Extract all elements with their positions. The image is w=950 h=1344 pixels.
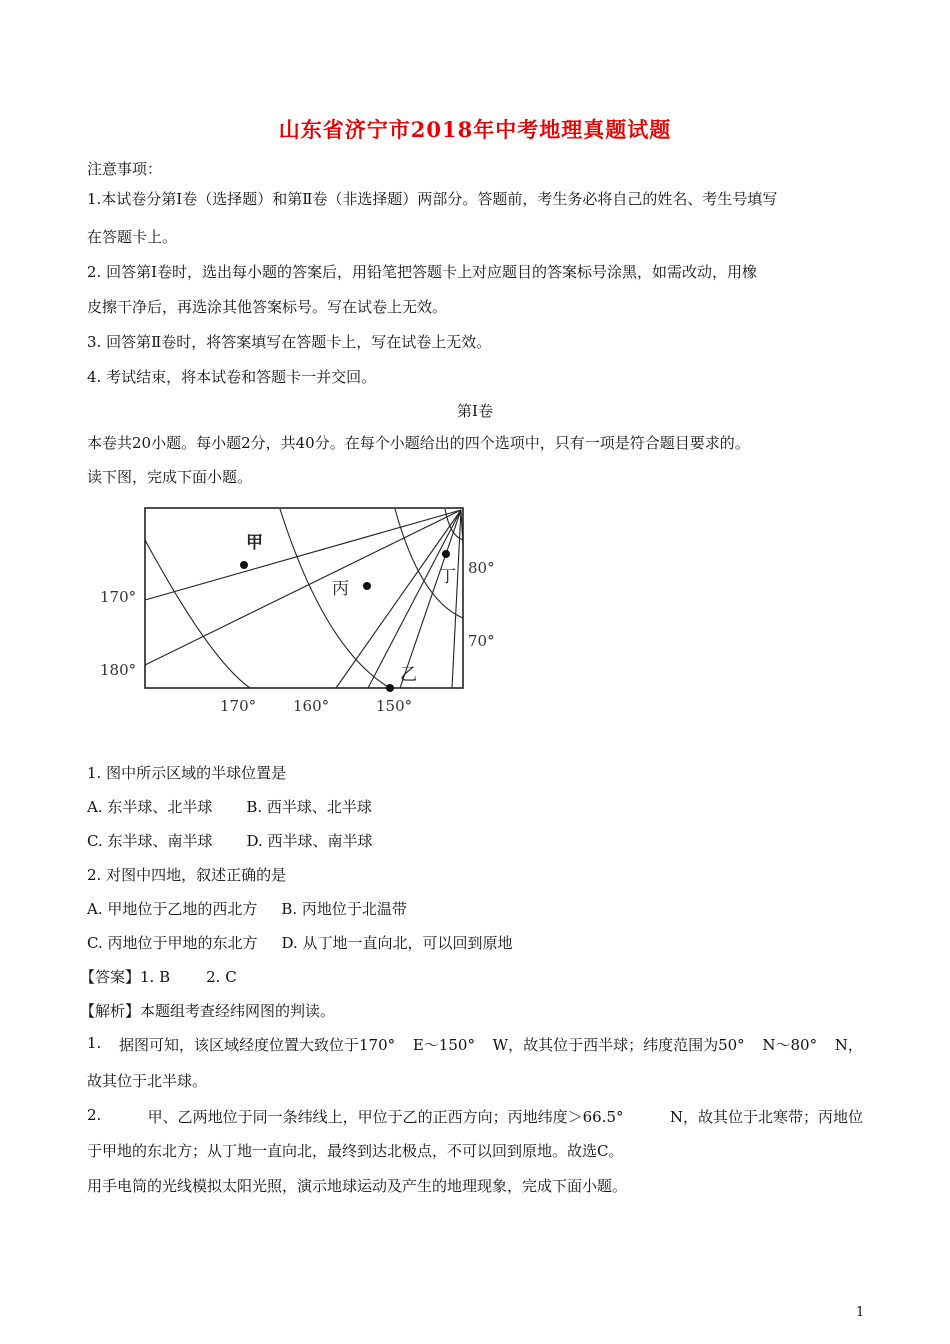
meridian-line (145, 510, 461, 600)
question-2-option-c: C. 丙地位于甲地的东北方 (87, 934, 258, 952)
question-1-options-row-1 (87, 796, 372, 817)
notes-item-1: 1.本试卷分第Ⅰ卷（选择题）和第Ⅱ卷（非选择题）两部分。答题前，考生务必将自己的姓名、考生号填写 (87, 190, 778, 208)
point-bing (363, 582, 371, 590)
next-question-intro: 用手电筒的光线模拟太阳光照，演示地球运动及产生的地理现象，完成下面小题。 (87, 1177, 628, 1195)
question-1-option-c: C. 东半球、南半球 (87, 832, 213, 850)
question-1-option-a: A. 东半球、北半球 (87, 798, 213, 816)
lon-left-180: 180° (100, 661, 137, 679)
latitude-arc (145, 540, 250, 688)
lon-left-170: 170° (100, 588, 137, 606)
question-2-option-b: B. 丙地位于北温带 (281, 900, 407, 918)
meridian-line (336, 510, 461, 688)
lat-label-70: 70° (468, 632, 495, 650)
lat-label-80: 80° (468, 559, 495, 577)
lon-bottom-150: 150° (376, 697, 413, 715)
point-ding (442, 550, 450, 558)
analysis-p1-line1 (87, 1034, 863, 1055)
analysis-p1-line2: 故其位于北半球。 (87, 1072, 208, 1090)
notes-item-4: 4. 考试结束，将本试卷和答题卡一并交回。 (87, 368, 377, 386)
meridian-line (368, 510, 461, 688)
text-fragment: N～80° (762, 1036, 818, 1054)
question-2-stem: 2. 对图中四地，叙述正确的是 (87, 866, 287, 884)
question-2-options-row-2 (87, 932, 513, 953)
analysis-line (80, 1000, 335, 1021)
text-fragment: 1. (87, 1034, 102, 1052)
text-fragment: W，故其位于西半球；纬度范围为50° (492, 1036, 745, 1054)
notes-item-2: 2. 回答第Ⅰ卷时，选出每小题的答案后，用铅笔把答题卡上对应题目的答案标号涂黑，如需改动，用橡 (87, 263, 758, 281)
page-title: 山东省济宁市2018年中考地理真题试题 (278, 117, 672, 142)
meridian-line (400, 510, 461, 688)
label-bing: 丙 (332, 579, 349, 599)
question-1-options-row-2 (87, 830, 373, 851)
answer-q1: 1. B (140, 968, 171, 986)
question-1-option-b: B. 西半球、北半球 (246, 798, 372, 816)
notes-heading: 注意事项： (87, 160, 163, 178)
text-fragment: N，故其位于北寒带；丙地位 (669, 1108, 863, 1126)
question-2-options-row-1 (87, 898, 407, 919)
meridian-line (145, 510, 461, 665)
latlong-grid-figure (100, 500, 520, 725)
question-2-option-d: D. 从丁地一直向北，可以回到原地 (281, 934, 513, 952)
label-jia: 甲 (246, 533, 263, 553)
analysis-intro: 本题组考查经纬网图的判读。 (140, 1002, 336, 1020)
text-fragment: N， (834, 1036, 863, 1054)
page-number: 1 (856, 1305, 865, 1320)
text-fragment: 2. (87, 1106, 102, 1124)
section-intro: 本卷共20小题。每小题2分，共40分。在每个小题给出的四个选项中，只有一项是符合题目要求的。 (87, 434, 750, 452)
notes-item-2-cont: 皮擦干净后，再选涂其他答案标号。写在试卷上无效。 (87, 298, 448, 316)
question-1-stem: 1. 图中所示区域的半球位置是 (87, 764, 287, 782)
notes-item-3: 3. 回答第Ⅱ卷时，将答案填写在答题卡上，写在试卷上无效。 (87, 333, 492, 351)
label-yi: 乙 (400, 665, 417, 685)
analysis-p2-line1 (87, 1106, 863, 1127)
question-2-option-a: A. 甲地位于乙地的西北方 (87, 900, 258, 918)
answer-tag: 【答案】 (80, 968, 141, 986)
analysis-tag: 【解析】 (80, 1002, 141, 1020)
point-yi (386, 684, 394, 692)
label-ding: 丁 (439, 567, 456, 587)
answer-q2: 2. C (206, 968, 237, 986)
question-1-option-d: D. 西半球、南半球 (246, 832, 373, 850)
read-map-prompt: 读下图，完成下面小题。 (87, 468, 253, 486)
analysis-p2-line2: 于甲地的东北方；从丁地一直向北，最终到达北极点，不可以回到原地。故选C。 (87, 1142, 624, 1160)
lon-bottom-170: 170° (220, 697, 257, 715)
text-fragment: 据图可知，该区域经度位置大致位于170° (119, 1036, 396, 1054)
point-jia (240, 561, 248, 569)
text-fragment: E～150° (412, 1036, 475, 1054)
lon-bottom-160: 160° (293, 697, 330, 715)
notes-item-1-cont: 在答题卡上。 (87, 228, 178, 246)
section-heading: 第Ⅰ卷 (457, 402, 493, 420)
text-fragment: 甲、乙两地位于同一条纬线上，甲位于乙的正西方向；丙地纬度＞66.5° (147, 1108, 624, 1126)
answer-line (80, 966, 237, 987)
